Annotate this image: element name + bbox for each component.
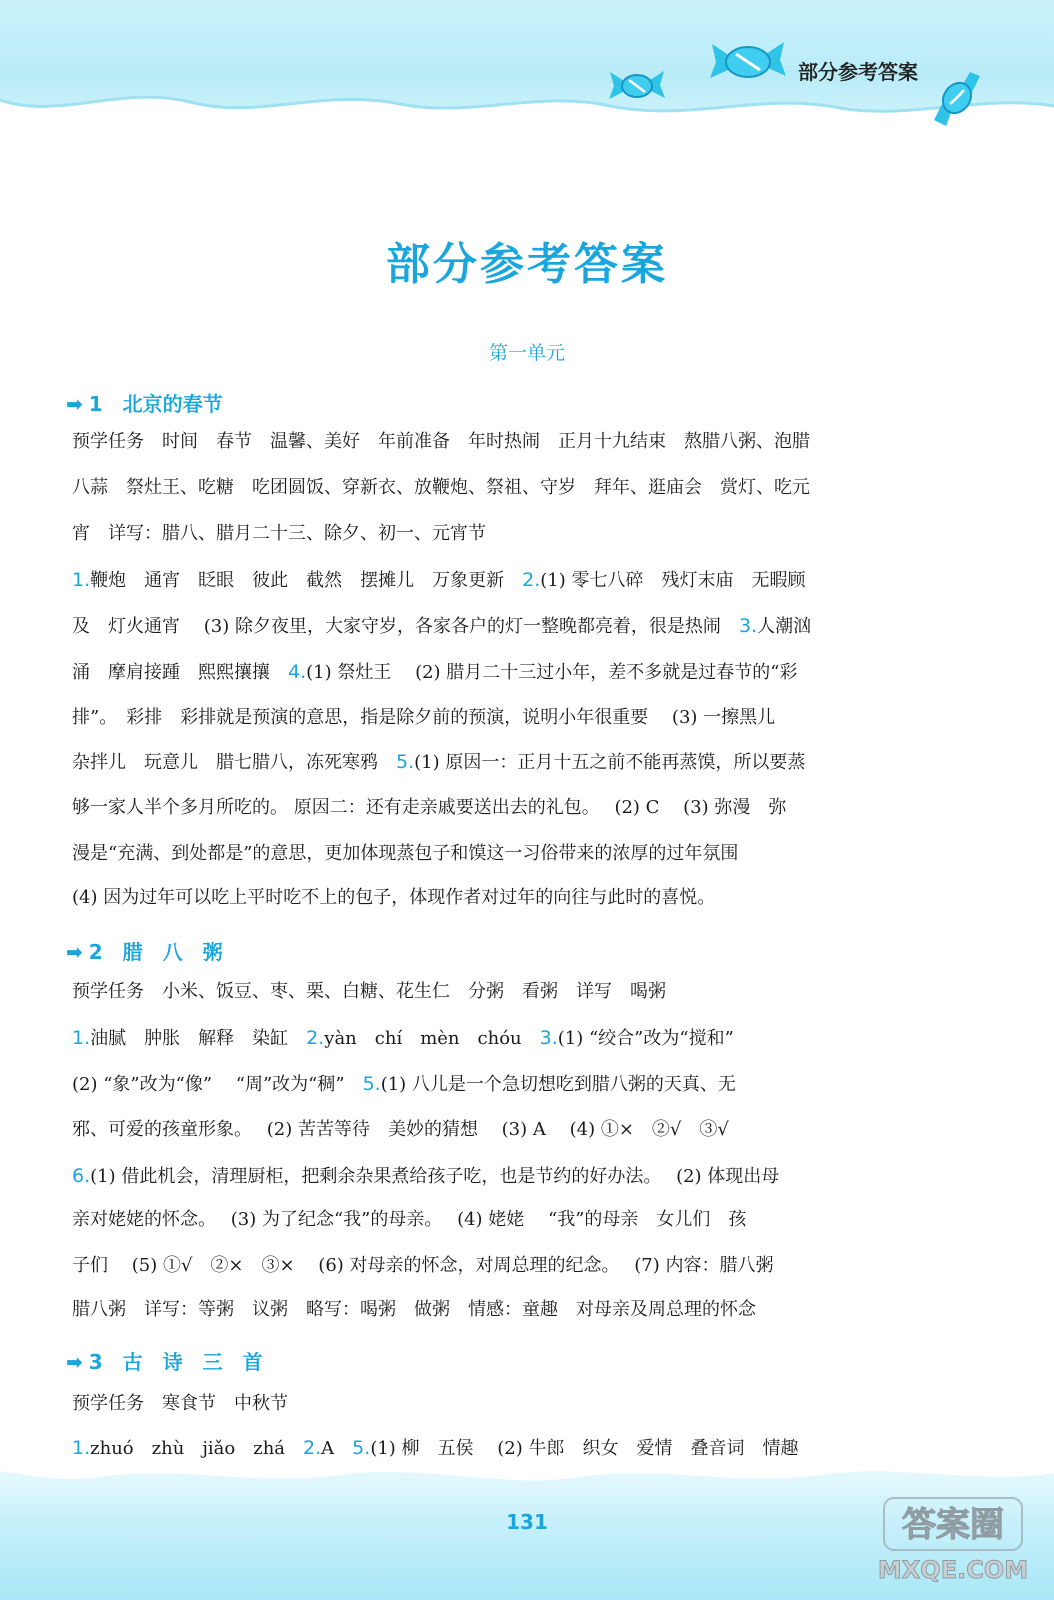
- footer-wave-decoration: [0, 1455, 1054, 1495]
- answer-text-segment: (1) 原因一：正月十五之前不能再蒸馍，所以要蒸: [414, 752, 806, 773]
- question-number: 2.: [306, 1027, 325, 1049]
- answer-text-segment: 预学任务 小米、饭豆、枣、栗、白糖、花生仁 分粥 看粥 详写 喝粥: [72, 981, 666, 1002]
- answer-line: [72, 1392, 962, 1416]
- answer-line: [72, 842, 962, 866]
- answer-text-segment: 亲对姥姥的怀念。 (3) 为了纪念“我”的母亲。 (4) 姥姥 “我”的母亲 女儿们 孩: [72, 1209, 747, 1230]
- answer-text-segment: 预学任务 寒食节 中秋节: [72, 1393, 288, 1414]
- question-number: 3.: [738, 615, 758, 637]
- answer-line: [72, 660, 962, 685]
- answer-text-segment: (4) 因为过年可以吃上平时吃不上的包子，体现作者对过年的向往与此时的喜悦。: [72, 887, 716, 908]
- question-number: 5.: [362, 1073, 381, 1095]
- answer-line: [72, 614, 962, 639]
- question-number: 3.: [539, 1027, 558, 1049]
- answer-line: [72, 706, 962, 730]
- question-number: 2.: [522, 569, 541, 591]
- answer-line: [72, 1072, 962, 1097]
- answer-line: [72, 1026, 962, 1051]
- unit-title: 第一单元: [488, 342, 565, 364]
- header-title: 部分参考答案: [798, 60, 918, 84]
- page-number: 131: [506, 1510, 548, 1534]
- answer-text-segment: zhuó zhù jiǎo zhá: [90, 1438, 286, 1459]
- question-number: 1.: [72, 1437, 91, 1459]
- section-heading: ➡ 2 腊 八 粥: [66, 940, 223, 964]
- section-heading: ➡ 3 古 诗 三 首: [66, 1350, 263, 1374]
- question-number: 4.: [288, 661, 307, 683]
- question-number: 1.: [72, 1027, 91, 1049]
- question-number: 2.: [303, 1437, 322, 1459]
- answer-line: [72, 1254, 962, 1278]
- answer-text-segment: 预学任务 时间 春节 温馨、美好 年前准备 年时热闹 正月十九结束 熬腊八粥、泡腊: [72, 431, 810, 452]
- question-number: 5.: [396, 751, 415, 773]
- question-number: 5.: [352, 1437, 371, 1459]
- answer-line: [72, 1164, 962, 1189]
- candy-icon: [606, 66, 668, 106]
- answer-text-segment: (1) 零七八碎 残灯末庙 无暇顾: [540, 570, 806, 591]
- answer-line: [72, 430, 962, 454]
- header-wave-decoration: [0, 80, 1054, 150]
- section-heading: ➡ 1 北京的春节: [66, 392, 223, 416]
- answer-text-segment: 宵 详写：腊八、腊月二十三、除夕、初一、元宵节: [72, 523, 486, 544]
- svg-text:MXQE.COM: MXQE.COM: [878, 1556, 1028, 1584]
- answer-line: [72, 980, 962, 1004]
- answer-line: [72, 796, 962, 820]
- answer-line: [72, 1118, 962, 1142]
- answer-text-segment: 涌 摩肩接踵 熙熙攘攘: [72, 662, 270, 683]
- answer-text-segment: 八蒜 祭灶王、吃糖 吃团圆饭、穿新衣、放鞭炮、祭祖、守岁 拜年、逛庙会 赏灯、吃元: [72, 477, 810, 498]
- answer-line: [72, 568, 962, 593]
- answer-text-segment: (1) 祭灶王 (2) 腊月二十三过小年，差不多就是过春节的“彩: [306, 662, 798, 683]
- answer-text-segment: 油腻 肿胀 解释 染缸: [90, 1028, 289, 1049]
- answer-line: [72, 886, 962, 910]
- answer-text-segment: (1) 借此机会，清理厨柜，把剩余杂果煮给孩子吃，也是节约的好办法。 (2) 体现出母: [90, 1166, 780, 1187]
- arrow-right-icon: ➡: [66, 1350, 83, 1374]
- answer-text-segment: 及 灯火通宵 (3) 除夕夜里，大家守岁，各家各户的灯一整晚都亮着，很是热闹: [72, 616, 721, 637]
- svg-text:答案圈: 答案圈: [902, 1505, 1004, 1545]
- answer-line: [72, 476, 962, 500]
- answer-text-segment: yàn chí mèn chóu: [324, 1028, 522, 1049]
- answer-line: [72, 1298, 962, 1322]
- candy-icon: [926, 70, 988, 130]
- answer-text-segment: 够一家人半个多月所吃的。 原因二：还有走亲戚要送出去的礼包。 (2) C (3) 弥漫 弥: [72, 797, 787, 818]
- page-title: 部分参考答案: [386, 239, 668, 290]
- answer-text-segment: (1) 柳 五侯 (2) 牛郎 织女 爱情 叠音词 情趣: [370, 1438, 799, 1459]
- answer-text-segment: (1) “绞合”改为“搅和”: [557, 1028, 734, 1049]
- answer-text-segment: 漫是“充满、到处都是”的意思，更加体现蒸包子和馍这一习俗带来的浓厚的过年氛围: [72, 843, 739, 864]
- answer-text-segment: 鞭炮 通宵 眨眼 彼此 截然 摆摊儿 万象更新: [90, 570, 505, 591]
- answer-line: [72, 750, 962, 775]
- answer-text-segment: A: [321, 1438, 335, 1459]
- answer-text-segment: 邪、可爱的孩童形象。 (2) 苦苦等待 美妙的猜想 (3) A (4) ①× ②√ ③√: [72, 1119, 729, 1140]
- answer-text-segment: (2) “象”改为“像” “周”改为“稠”: [72, 1074, 345, 1095]
- answer-line: [72, 522, 962, 546]
- arrow-right-icon: ➡: [66, 392, 83, 416]
- candy-icon: [706, 36, 790, 88]
- answer-text-segment: (1) 八儿是一个急切想吃到腊八粥的天真、无: [380, 1074, 736, 1095]
- question-number: 1.: [72, 569, 91, 591]
- answer-text-segment: 腊八粥 详写：等粥 议粥 略写：喝粥 做粥 情感：童趣 对母亲及周总理的怀念: [72, 1299, 756, 1320]
- answer-line: [72, 1208, 962, 1232]
- answer-text-segment: 排”。 彩排 彩排就是预演的意思，指是除夕前的预演，说明小年很重要 (3) 一擦黑儿: [72, 707, 776, 728]
- watermark-logo: [878, 1492, 1028, 1588]
- arrow-right-icon: ➡: [66, 940, 83, 964]
- answer-line: [72, 1436, 962, 1461]
- question-number: 6.: [72, 1165, 91, 1187]
- answer-text-segment: 杂拌儿 玩意儿 腊七腊八，冻死寒鸦: [72, 752, 378, 773]
- answer-text-segment: 子们 (5) ①√ ②× ③× (6) 对母亲的怀念，对周总理的纪念。 (7) 内容：腊八粥: [72, 1255, 774, 1276]
- answer-text-segment: 人潮汹: [757, 616, 812, 637]
